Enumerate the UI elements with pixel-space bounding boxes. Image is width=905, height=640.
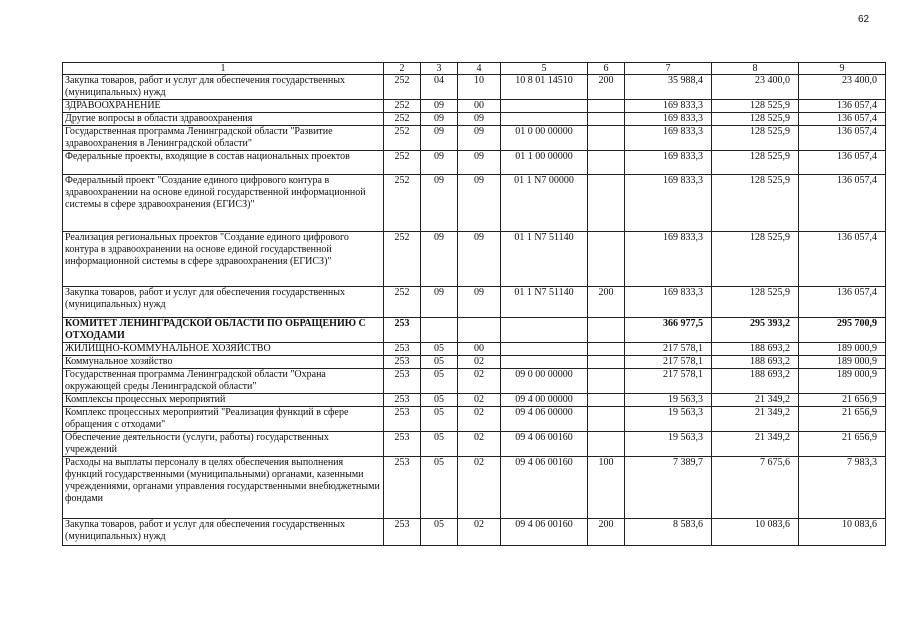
cell-c7: 217 578,1 — [625, 343, 712, 356]
table-row — [63, 432, 886, 457]
cell-c8: 21 349,2 — [712, 432, 799, 457]
col-header-1: 1 — [63, 63, 384, 75]
cell-c9: 21 656,9 — [799, 394, 886, 407]
column-number-row — [63, 63, 886, 75]
cell-c5: 09 0 00 00000 — [501, 369, 588, 394]
table-row — [63, 519, 886, 546]
cell-c5: 09 4 06 00160 — [501, 432, 588, 457]
row-name-cell: Реализация региональных проектов "Создание единого цифрового контура в здравоохранении на основе единой государственной информационной системы в сфере здравоохранения (ЕГИСЗ)" — [63, 232, 384, 287]
row-name-cell: Комплекс процессных мероприятий "Реализация функций в сфере обращения с отходами" — [63, 407, 384, 432]
cell-c2: 253 — [384, 369, 421, 394]
cell-c6 — [588, 318, 625, 343]
cell-c6: 200 — [588, 75, 625, 100]
cell-c3: 05 — [421, 343, 458, 356]
cell-c9: 136 057,4 — [799, 232, 886, 287]
cell-c3: 09 — [421, 151, 458, 175]
cell-c9: 189 000,9 — [799, 369, 886, 394]
cell-c6 — [588, 175, 625, 232]
cell-c5: 09 4 06 00160 — [501, 457, 588, 519]
cell-c4: 09 — [458, 287, 501, 318]
cell-c6 — [588, 126, 625, 151]
col-header-7: 7 — [625, 63, 712, 75]
cell-c2: 253 — [384, 394, 421, 407]
cell-c6: 100 — [588, 457, 625, 519]
cell-c4: 02 — [458, 519, 501, 546]
cell-c3: 05 — [421, 457, 458, 519]
cell-c7: 19 563,3 — [625, 432, 712, 457]
cell-c5: 09 4 06 00000 — [501, 407, 588, 432]
table-row — [63, 151, 886, 175]
cell-c2: 253 — [384, 407, 421, 432]
cell-c3: 09 — [421, 100, 458, 113]
cell-c5 — [501, 318, 588, 343]
cell-c7: 19 563,3 — [625, 394, 712, 407]
cell-c7: 217 578,1 — [625, 356, 712, 369]
cell-c8: 23 400,0 — [712, 75, 799, 100]
row-name-cell: ЗДРАВООХРАНЕНИЕ — [63, 100, 384, 113]
cell-c7: 8 583,6 — [625, 519, 712, 546]
cell-c7: 169 833,3 — [625, 175, 712, 232]
cell-c4: 09 — [458, 232, 501, 287]
row-name-cell: Федеральные проекты, входящие в состав национальных проектов — [63, 151, 384, 175]
cell-c5 — [501, 113, 588, 126]
cell-c4: 09 — [458, 175, 501, 232]
col-header-5: 5 — [501, 63, 588, 75]
cell-c5: 01 0 00 00000 — [501, 126, 588, 151]
cell-c7: 169 833,3 — [625, 100, 712, 113]
cell-c2: 252 — [384, 175, 421, 232]
cell-c9: 189 000,9 — [799, 343, 886, 356]
cell-c7: 7 389,7 — [625, 457, 712, 519]
cell-c5: 01 1 N7 00000 — [501, 175, 588, 232]
col-header-9: 9 — [799, 63, 886, 75]
cell-c4: 09 — [458, 126, 501, 151]
cell-c3: 05 — [421, 407, 458, 432]
table-row — [63, 232, 886, 287]
cell-c4 — [458, 318, 501, 343]
table-row — [63, 369, 886, 394]
cell-c8: 7 675,6 — [712, 457, 799, 519]
cell-c9: 21 656,9 — [799, 407, 886, 432]
cell-c6: 200 — [588, 519, 625, 546]
cell-c2: 253 — [384, 432, 421, 457]
cell-c9: 136 057,4 — [799, 100, 886, 113]
cell-c9: 10 083,6 — [799, 519, 886, 546]
cell-c5: 09 4 06 00160 — [501, 519, 588, 546]
row-name-cell: Расходы на выплаты персоналу в целях обеспечения выполнения функций государственными (муниципальными) органами, казенными учреждениями, органами управления государственными внебюджетными фондами — [63, 457, 384, 519]
cell-c8: 188 693,2 — [712, 356, 799, 369]
cell-c2: 252 — [384, 287, 421, 318]
cell-c8: 188 693,2 — [712, 369, 799, 394]
cell-c6 — [588, 232, 625, 287]
cell-c4: 02 — [458, 432, 501, 457]
cell-c7: 366 977,5 — [625, 318, 712, 343]
row-name-cell: Коммунальное хозяйство — [63, 356, 384, 369]
cell-c3: 05 — [421, 394, 458, 407]
cell-c2: 252 — [384, 100, 421, 113]
cell-c3: 05 — [421, 432, 458, 457]
cell-c5: 01 1 N7 51140 — [501, 287, 588, 318]
table-row — [63, 407, 886, 432]
table-row — [63, 126, 886, 151]
cell-c6 — [588, 151, 625, 175]
cell-c9: 136 057,4 — [799, 287, 886, 318]
row-name-cell: Закупка товаров, работ и услуг для обеспечения государственных (муниципальных) нужд — [63, 287, 384, 318]
cell-c3: 05 — [421, 519, 458, 546]
cell-c6: 200 — [588, 287, 625, 318]
cell-c2: 252 — [384, 126, 421, 151]
cell-c3 — [421, 318, 458, 343]
row-name-cell: Государственная программа Ленинградской области "Охрана окружающей среды Ленинградской области" — [63, 369, 384, 394]
col-header-2: 2 — [384, 63, 421, 75]
row-name-cell: Государственная программа Ленинградской области "Развитие здравоохранения в Ленинградской области" — [63, 126, 384, 151]
row-name-cell: Комплексы процессных мероприятий — [63, 394, 384, 407]
cell-c8: 128 525,9 — [712, 151, 799, 175]
cell-c3: 09 — [421, 232, 458, 287]
cell-c5: 10 8 01 14510 — [501, 75, 588, 100]
cell-c7: 169 833,3 — [625, 151, 712, 175]
cell-c9: 136 057,4 — [799, 113, 886, 126]
row-name-cell: ЖИЛИЩНО-КОММУНАЛЬНОЕ ХОЗЯЙСТВО — [63, 343, 384, 356]
cell-c9: 21 656,9 — [799, 432, 886, 457]
table-row — [63, 356, 886, 369]
cell-c6 — [588, 394, 625, 407]
row-name-cell: Федеральный проект "Создание единого цифрового контура в здравоохранении на основе единой государственной информационной системы в сфере здравоохранения (ЕГИСЗ)" — [63, 175, 384, 232]
cell-c4: 00 — [458, 343, 501, 356]
cell-c7: 19 563,3 — [625, 407, 712, 432]
row-name-cell: Закупка товаров, работ и услуг для обеспечения государственных (муниципальных) нужд — [63, 75, 384, 100]
cell-c8: 188 693,2 — [712, 343, 799, 356]
cell-c7: 169 833,3 — [625, 232, 712, 287]
cell-c4: 09 — [458, 151, 501, 175]
cell-c2: 253 — [384, 343, 421, 356]
row-name-cell: Обеспечение деятельности (услуги, работы) государственных учреждений — [63, 432, 384, 457]
cell-c4: 02 — [458, 356, 501, 369]
cell-c8: 128 525,9 — [712, 287, 799, 318]
cell-c5 — [501, 356, 588, 369]
table-row — [63, 100, 886, 113]
cell-c5: 01 1 N7 51140 — [501, 232, 588, 287]
cell-c5: 01 1 00 00000 — [501, 151, 588, 175]
table-row — [63, 457, 886, 519]
cell-c8: 295 393,2 — [712, 318, 799, 343]
cell-c8: 10 083,6 — [712, 519, 799, 546]
cell-c4: 09 — [458, 113, 501, 126]
cell-c6 — [588, 407, 625, 432]
table-row — [63, 394, 886, 407]
cell-c7: 35 988,4 — [625, 75, 712, 100]
cell-c4: 10 — [458, 75, 501, 100]
cell-c9: 136 057,4 — [799, 175, 886, 232]
col-header-6: 6 — [588, 63, 625, 75]
cell-c8: 128 525,9 — [712, 100, 799, 113]
cell-c2: 253 — [384, 356, 421, 369]
cell-c3: 09 — [421, 287, 458, 318]
cell-c4: 02 — [458, 369, 501, 394]
cell-c7: 217 578,1 — [625, 369, 712, 394]
cell-c9: 295 700,9 — [799, 318, 886, 343]
cell-c2: 252 — [384, 151, 421, 175]
cell-c5 — [501, 100, 588, 113]
cell-c2: 253 — [384, 318, 421, 343]
cell-c3: 09 — [421, 126, 458, 151]
cell-c7: 169 833,3 — [625, 126, 712, 151]
cell-c3: 09 — [421, 175, 458, 232]
cell-c6 — [588, 369, 625, 394]
cell-c3: 05 — [421, 356, 458, 369]
table-row — [63, 113, 886, 126]
col-header-4: 4 — [458, 63, 501, 75]
cell-c9: 23 400,0 — [799, 75, 886, 100]
table-row — [63, 287, 886, 318]
cell-c2: 252 — [384, 232, 421, 287]
col-header-8: 8 — [712, 63, 799, 75]
cell-c9: 189 000,9 — [799, 356, 886, 369]
cell-c8: 128 525,9 — [712, 113, 799, 126]
cell-c8: 128 525,9 — [712, 175, 799, 232]
cell-c6 — [588, 100, 625, 113]
cell-c4: 00 — [458, 100, 501, 113]
cell-c5: 09 4 00 00000 — [501, 394, 588, 407]
cell-c6 — [588, 432, 625, 457]
cell-c9: 136 057,4 — [799, 126, 886, 151]
cell-c3: 04 — [421, 75, 458, 100]
row-name-cell: Другие вопросы в области здравоохранения — [63, 113, 384, 126]
cell-c3: 05 — [421, 369, 458, 394]
cell-c3: 09 — [421, 113, 458, 126]
cell-c8: 21 349,2 — [712, 407, 799, 432]
cell-c2: 252 — [384, 113, 421, 126]
cell-c7: 169 833,3 — [625, 287, 712, 318]
cell-c5 — [501, 343, 588, 356]
cell-c9: 136 057,4 — [799, 151, 886, 175]
table-row — [63, 343, 886, 356]
cell-c4: 02 — [458, 394, 501, 407]
row-name-cell: КОМИТЕТ ЛЕНИНГРАДСКОЙ ОБЛАСТИ ПО ОБРАЩЕНИЮ С ОТХОДАМИ — [63, 318, 384, 343]
budget-table — [62, 62, 886, 546]
cell-c2: 252 — [384, 75, 421, 100]
cell-c6 — [588, 356, 625, 369]
table-row — [63, 75, 886, 100]
cell-c6 — [588, 343, 625, 356]
cell-c6 — [588, 113, 625, 126]
table-row — [63, 318, 886, 343]
cell-c4: 02 — [458, 407, 501, 432]
cell-c8: 21 349,2 — [712, 394, 799, 407]
cell-c2: 253 — [384, 457, 421, 519]
cell-c2: 253 — [384, 519, 421, 546]
row-name-cell: Закупка товаров, работ и услуг для обеспечения государственных (муниципальных) нужд — [63, 519, 384, 546]
page-number: 62 — [858, 14, 870, 25]
cell-c9: 7 983,3 — [799, 457, 886, 519]
cell-c8: 128 525,9 — [712, 126, 799, 151]
cell-c7: 169 833,3 — [625, 113, 712, 126]
cell-c4: 02 — [458, 457, 501, 519]
cell-c8: 128 525,9 — [712, 232, 799, 287]
col-header-3: 3 — [421, 63, 458, 75]
table-row — [63, 175, 886, 232]
